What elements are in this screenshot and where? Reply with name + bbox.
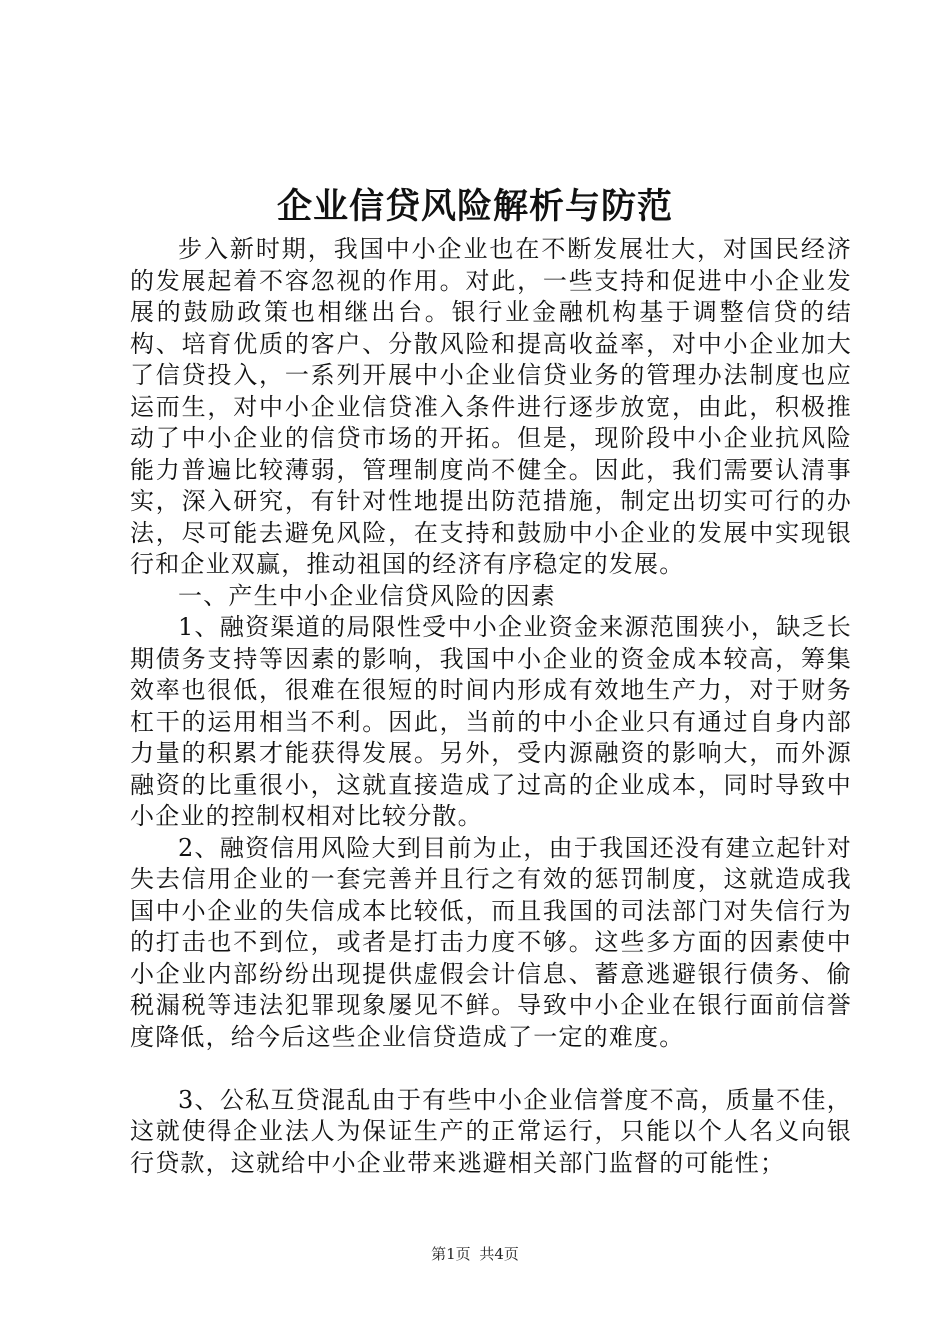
point-2-paragraph: 2、融资信用风险大到目前为止，由于我国还没有建立起针对失去信用企业的一套完善并且行之有效的惩罚制度，这就造成我国中小企业的失信成本比较低，而且我国的司法部门对失信行为的打击也不到位，或者是打击力度不够。这些多方面的因素使中小企业内部纷纷出现提供虚假会计信息、蓄意逃避银行债务、偷税漏税等违法犯罪现象屡见不鲜。导致中小企业在银行面前信誉度降低，给今后这些企业信贷造成了一定的难度。 <box>130 833 852 1051</box>
document-title: 企业信贷风险解析与防范 <box>276 186 673 227</box>
page-total: 共4页 <box>479 1245 519 1263</box>
intro-paragraph: 步入新时期，我国中小企业也在不断发展壮大，对国民经济的发展起着不容忽视的作用。对此，一些支持和促进中小企业发展的鼓励政策也相继出台。银行业金融机构基于调整信贷的结构、培育优质的客户、分散风险和提高收益率，对中小企业加大了信贷投入，一系列开展中小企业信贷业务的管理办法制度也应运而生，对中小企业信贷准入条件进行逐步放宽，由此，积极推动了中小企业的信贷市场的开拓。但是，现阶段中小企业抗风险能力普遍比较薄弱，管理制度尚不健全。因此，我们需要认清事实，深入研究，有针对性地提出防范措施，制定出切实可行的办法，尽可能去避免风险，在支持和鼓励中小企业的发展中实现银行和企业双赢，推动祖国的经济有序稳定的发展。 <box>130 235 852 578</box>
section-heading: 一、产生中小企业信贷风险的因素 <box>178 581 556 610</box>
page-footer <box>0 1244 950 1264</box>
document-body <box>130 234 852 1179</box>
point-1-paragraph: 1、融资渠道的局限性受中小企业资金来源范围狭小，缺乏长期债务支持等因素的影响，我国中小企业的资金成本较高，筹集效率也很低，很难在很短的时间内形成有效地生产力，对于财务杠干的运用相当不利。因此，当前的中小企业只有通过自身内部力量的积累才能获得发展。另外，受内源融资的影响大，而外源融资的比重很小，这就直接造成了过高的企业成本，同时导致中小企业的控制权相对比较分散。 <box>130 613 852 830</box>
paragraph-gap <box>130 1053 852 1085</box>
page-number: 第1页 <box>431 1245 471 1263</box>
point-3-paragraph: 3、公私互贷混乱由于有些中小企业信誉度不高，质量不佳，这就使得企业法人为保证生产的正常运行，只能以个人名义向银行贷款，这就给中小企业带来逃避相关部门监督的可能性； <box>130 1085 852 1177</box>
